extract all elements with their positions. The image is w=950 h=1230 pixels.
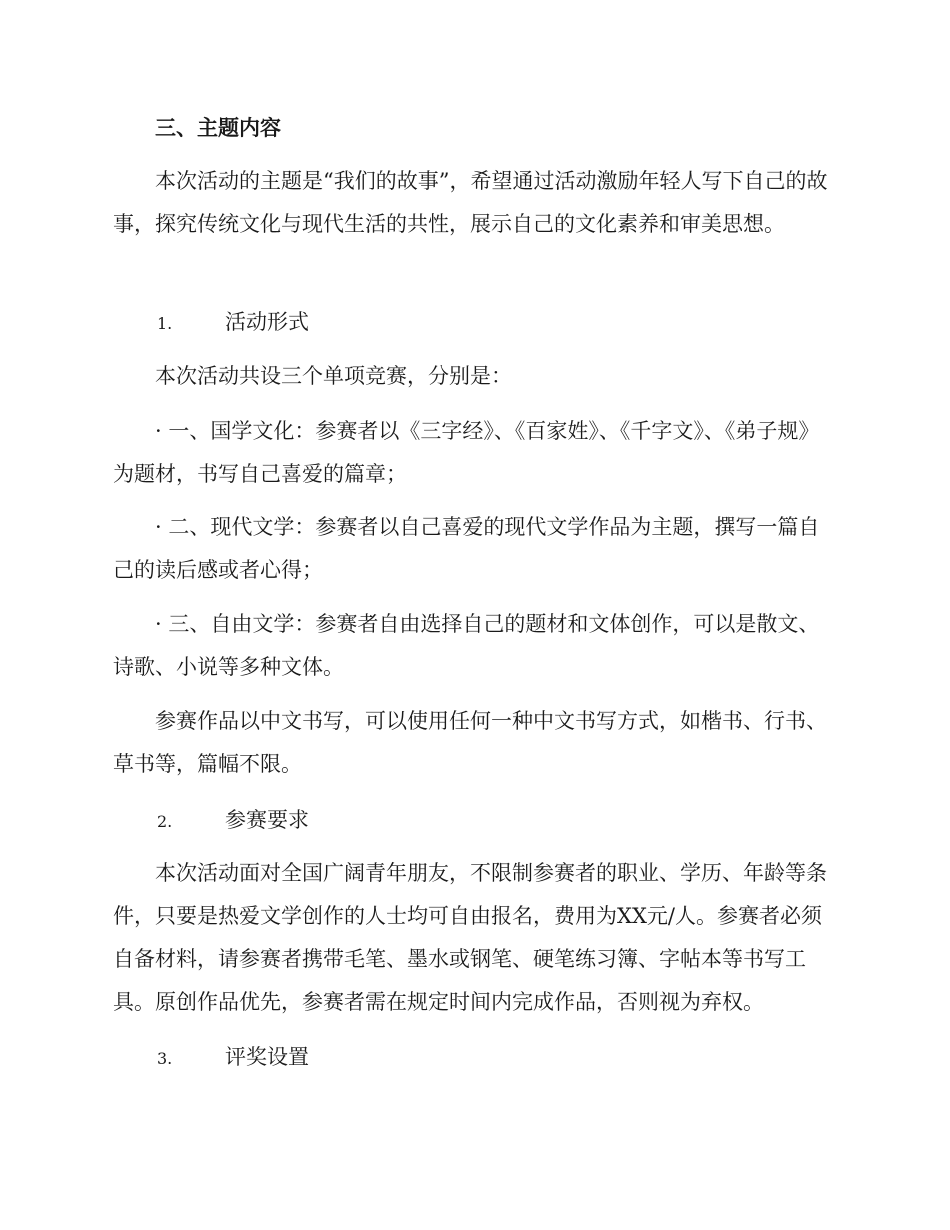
item-2-title: 参赛要求 [225,808,309,832]
item-2-number: 2. [157,812,173,831]
section-heading: 三、主题内容 [155,116,281,140]
section-intro-paragraph: 本次活动的主题是“我们的故事”，希望通过活动激励年轻人写下自己的故事，探究传统文化与现代生活的共性，展示自己的文化素养和审美思想。 [113,169,828,236]
item-1-paragraph: 本次活动共设三个单项竞赛，分别是： [155,364,512,388]
item-1-heading [157,307,309,339]
item-1-title: 活动形式 [225,310,309,334]
item-2-paragraph: 本次活动面对全国广阔青年朋友，不限制参赛者的职业、学历、年龄等条件，只要是热爱文学创作的人士均可自由报名，费用为XX元/人。参赛者必须自备材料，请参赛者携带毛笔、墨水或钢笔、硬笔练习簿、字帖本等书写工具。原创作品优先，参赛者需在规定时间内完成作品，否则视为弃权。 [113,861,827,1014]
item-3-title: 评奖设置 [225,1045,309,1069]
item-3-heading [157,1042,309,1074]
item-1-number: 1. [157,314,173,333]
bullet-modern-literature: · 二、现代文学：参赛者以自己喜爱的现代文学作品为主题，撰写一篇自己的读后感或者心得； [113,515,820,582]
item-3-number: 3. [157,1049,173,1068]
item-2-heading [157,805,309,837]
item-1-note-paragraph: 参赛作品以中文书写，可以使用任何一种中文书写方式，如楷书、行书、草书等，篇幅不限。 [113,709,827,776]
bullet-guoxue: · 一、国学文化：参赛者以《三字经》、《百家姓》、《千字文》、《弟子规》为题材，书写自己喜爱的篇章； [113,419,820,486]
bullet-free-literature: · 三、自由文学：参赛者自由选择自己的题材和文体创作，可以是散文、诗歌、小说等多种文体。 [113,612,820,679]
